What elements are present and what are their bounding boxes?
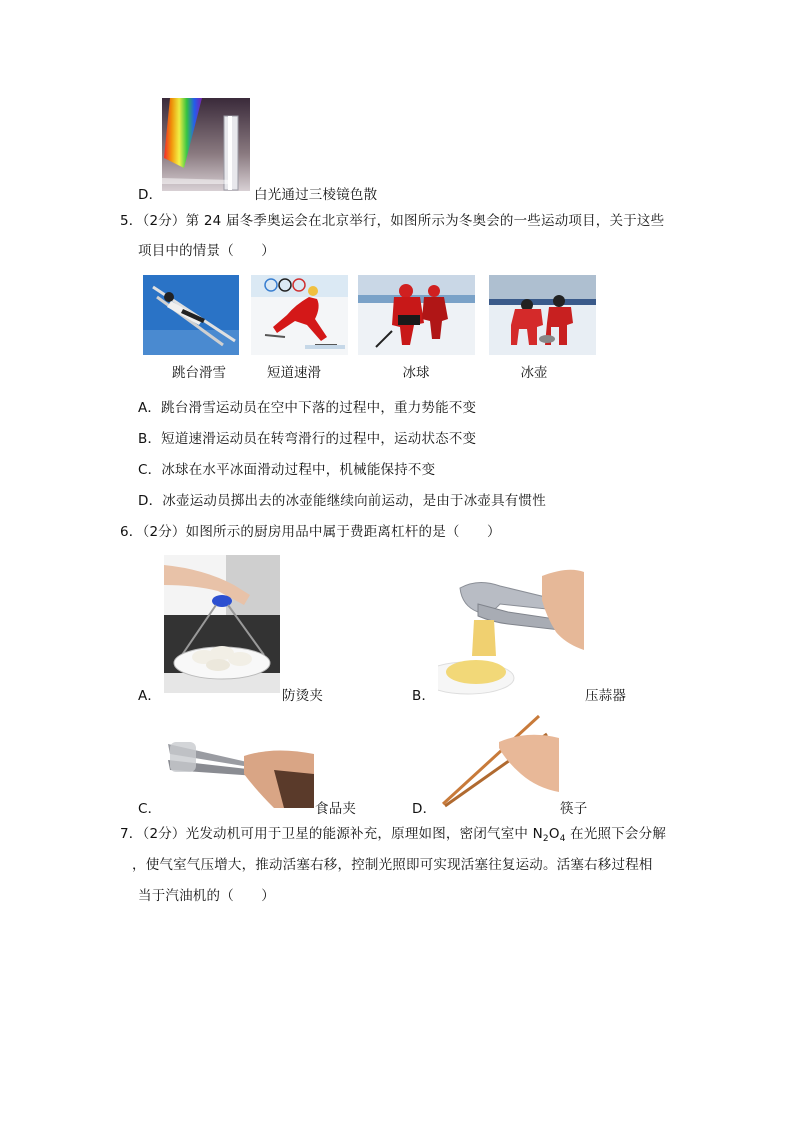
q6-option-d-caption: 筷子 [560,801,588,817]
q6-option-b-caption: 压蒜器 [585,688,627,704]
option-b: B．短道速滑运动员在转弯滑行的过程中，运动状态不变 [138,431,477,447]
option-label: D． [138,187,163,203]
option-c: C．冰球在水平冰面滑动过程中，机械能保持不变 [138,462,436,478]
q7-stem-line2: ，使气室气压增大，推动活塞右移，控制光照即可实现活塞往复运动。活塞右移过程相 [132,857,653,873]
subscript: 4 [559,834,566,844]
image-caption: 冰壶 [520,365,548,381]
ice-hockey-image [358,275,475,355]
q6-option-a-label: A． [138,688,162,704]
q5-stem-line2: 项目中的情景（ ） [138,243,275,259]
subscript: 2 [542,834,549,844]
curling-image [489,275,596,355]
chopsticks-image [437,712,559,808]
image-caption: 跳台滑雪 [172,365,226,381]
image-caption: 短道速滑 [267,365,321,381]
q6-option-d-label: D． [412,801,437,817]
q7-text: 7．（2分）光发动机可用于卫星的能源补充，原理如图，密闭气室中 N [120,826,543,842]
q6-stem: 6．（2分）如图所示的厨房用品中属于费距离杠杆的是（ ） [120,524,501,540]
q6-option-a-caption: 防烫夹 [282,688,324,704]
q5-stem-line1: 5．（2分）第 24 届冬季奥运会在北京举行，如图所示为冬奥会的一些运动项目，关于这些 [120,213,665,229]
speed-skating-image [251,275,348,355]
prism-caption: 白光通过三棱镜色散 [254,187,378,203]
q7-stem-line1 [120,822,666,844]
q6-option-b-label: B． [412,688,436,704]
food-tongs-image [164,730,314,808]
q6-option-c-label: C． [138,801,162,817]
q7-text: O [548,826,560,842]
q7-stem-line3: 当于汽油机的（ ） [138,888,275,904]
garlic-press-image [438,560,584,695]
anti-scald-clip-image [164,555,280,693]
option-a: A．跳台滑雪运动员在空中下落的过程中，重力势能不变 [138,400,477,416]
option-d: D．冰壶运动员掷出去的冰壶能继续向前运动，是由于冰壶具有惯性 [138,493,546,509]
q6-option-c-caption: 食品夹 [315,801,357,817]
q4-option-d [138,183,162,203]
ski-jump-image [143,275,239,355]
image-caption: 冰球 [402,365,430,381]
q7-text: 在光照下会分解 [565,826,667,842]
prism-image [162,98,250,191]
